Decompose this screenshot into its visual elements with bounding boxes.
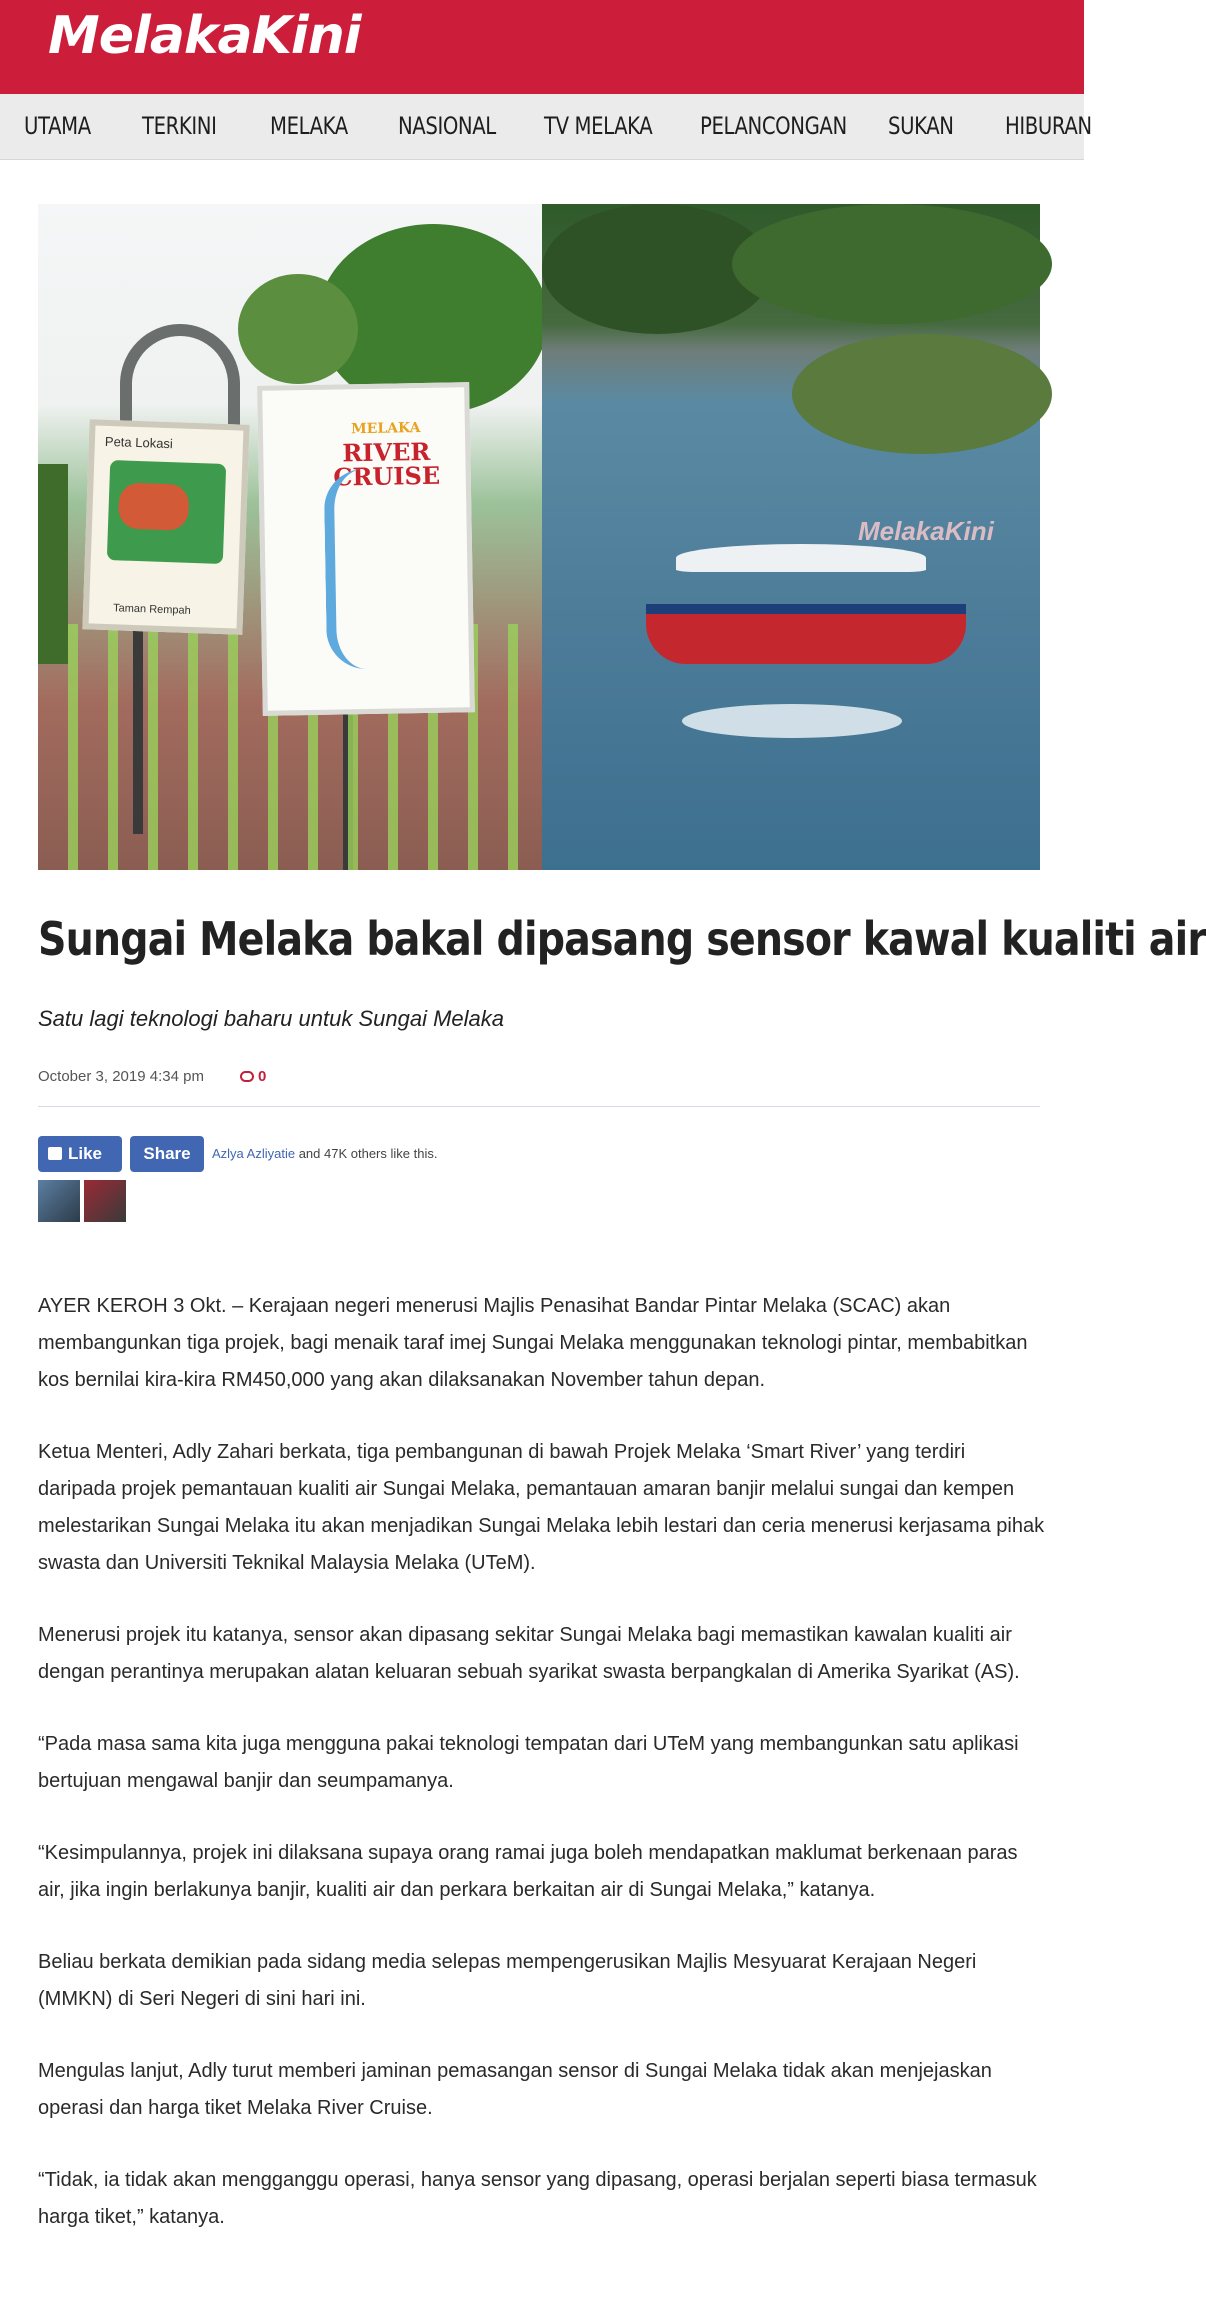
site-logo[interactable]: MelakaKini (48, 6, 361, 66)
comment-count-link[interactable] (240, 1068, 266, 1085)
like-summary: Azlya Azliyatie and 47K others like this. (212, 1146, 438, 1161)
location-map-sign: Peta Lokasi Taman Rempah (82, 419, 249, 634)
site-header (0, 0, 1084, 94)
friend-avatar[interactable] (38, 1180, 80, 1222)
nav-item-utama[interactable]: UTAMA (24, 112, 91, 140)
nav-item-hiburan[interactable]: HIBURAN (1005, 112, 1092, 140)
nav-item-melaka[interactable]: MELAKA (270, 112, 348, 140)
article-body (38, 1288, 1048, 2271)
facebook-share-button[interactable]: Share (130, 1136, 204, 1172)
divider (38, 1106, 1040, 1107)
river-cruise-sign (257, 382, 475, 716)
comment-icon (240, 1071, 254, 1082)
article-date: October 3, 2019 4:34 pm (38, 1068, 204, 1085)
photo-river-cruise-signs (38, 204, 542, 870)
nav-item-pelancongan[interactable]: PELANCONGAN (700, 112, 847, 140)
nav-item-terkini[interactable]: TERKINI (142, 112, 217, 140)
river-cruise-sign-title: MELAKA RIVER CRUISE (333, 420, 441, 492)
friend-avatar[interactable] (84, 1180, 126, 1222)
article-paragraph: Ketua Menteri, Adly Zahari berkata, tiga pembangunan di bawah Projek Melaka ‘Smart River’ yang terdiri daripada projek pemantauan kualiti air Sungai Melaka, pemantauan amaran banjir melalui sungai dan kempen melestarikan Sungai Melaka itu akan menjadikan Sungai Melaka lebih lestari dan ceria menerusi kerjasama pihak swasta dan Universiti Teknikal Malaysia Melaka (UTeM). (38, 1441, 1045, 1574)
nav-item-nasional[interactable]: NASIONAL (398, 112, 496, 140)
article-paragraph: AYER KEROH 3 Okt. – Kerajaan negeri menerusi Majlis Penasihat Bandar Pintar Melaka (SCAC) akan membangunkan tiga projek, bagi menaik taraf imej Sungai Melaka menggunakan teknologi pintar, membabitkan kos bernilai kira-kira RM450,000 yang akan dilaksanakan November tahun depan. (38, 1295, 1028, 1391)
article-paragraph: Mengulas lanjut, Adly turut memberi jaminan pemasangan sensor di Sungai Melaka tidak akan menjejaskan operasi dan harga tiket Melaka River Cruise. (38, 2060, 992, 2119)
like-label: Like (68, 1144, 103, 1163)
watermark-logo: MelakaKini (858, 516, 994, 546)
photo-river-boat (542, 204, 1040, 870)
article-subtitle: Satu lagi teknologi baharu untuk Sungai Melaka (38, 1006, 504, 1031)
liker-name-link[interactable]: Azlya Azliyatie (212, 1146, 296, 1161)
featured-image (38, 204, 1040, 870)
main-navigation (0, 94, 1092, 160)
thumbs-up-icon (48, 1147, 62, 1160)
article-paragraph: “Tidak, ia tidak akan mengganggu operasi, hanya sensor yang dipasang, operasi berjalan seperti biasa termasuk harga tiket,” katanya. (38, 2169, 1037, 2228)
article-title: Sungai Melaka bakal dipasang sensor kawal kualiti air (38, 912, 1206, 966)
facebook-like-button[interactable] (38, 1136, 122, 1172)
river-boat (646, 544, 966, 664)
article-paragraph: “Pada masa sama kita juga mengguna pakai teknologi tempatan dari UTeM yang membangunkan satu aplikasi bertujuan mengawal banjir dan seumpamanya. (38, 1733, 1019, 1792)
article-paragraph: Beliau berkata demikian pada sidang media selepas mempengerusikan Majlis Mesyuarat Kerajaan Negeri (MMKN) di Seri Negeri di sini hari ini. (38, 1951, 977, 2010)
nav-item-sukan[interactable]: SUKAN (888, 112, 954, 140)
article-paragraph: Menerusi projek itu katanya, sensor akan dipasang sekitar Sungai Melaka bagi memastikan kawalan kualiti air dengan perantinya merupakan alatan keluaran sebuah syarikat swasta berpangkalan di Amerika Syarikat (AS). (38, 1624, 1020, 1683)
comment-count: 0 (258, 1068, 267, 1085)
article-paragraph: “Kesimpulannya, projek ini dilaksana supaya orang ramai juga boleh mendapatkan maklumat berkenaan paras air, jika ingin berlakunya banjir, kualiti air dan perkara berkaitan air di Sungai Melaka,” katanya. (38, 1842, 1018, 1901)
nav-item-tv-melaka[interactable]: TV MELAKA (544, 112, 653, 140)
